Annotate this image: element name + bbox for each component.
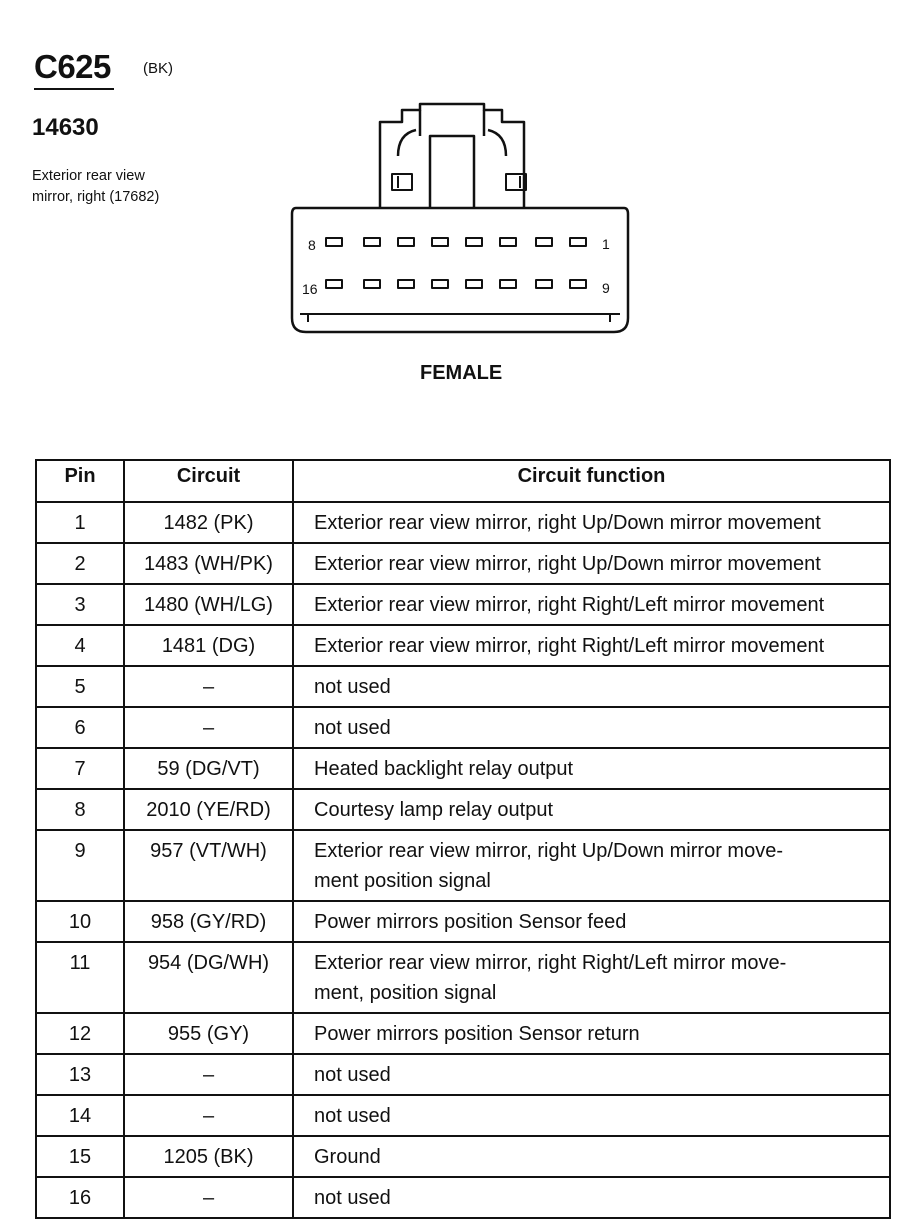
circuit-function-text: Exterior rear view mirror, right Up/Down mirror move- bbox=[314, 840, 783, 862]
pin-number: 3 bbox=[36, 584, 124, 625]
pin-number: 9 bbox=[36, 830, 124, 901]
connector-description bbox=[32, 166, 232, 208]
pin-number: 16 bbox=[36, 1177, 124, 1218]
circuit-number: 954 (DG/WH) bbox=[124, 942, 293, 1013]
circuit-function bbox=[293, 625, 890, 666]
circuit-function-text: not used bbox=[314, 1187, 391, 1209]
table-row bbox=[36, 707, 890, 748]
circuit-function-text: not used bbox=[314, 717, 391, 739]
circuit-function-text: not used bbox=[314, 1064, 391, 1086]
pin-number: 14 bbox=[36, 1095, 124, 1136]
circuit-function bbox=[293, 1177, 890, 1218]
circuit-number: 1482 (PK) bbox=[124, 502, 293, 543]
table-row bbox=[36, 502, 890, 543]
circuit-number: 1481 (DG) bbox=[124, 625, 293, 666]
pin-number: 7 bbox=[36, 748, 124, 789]
table-row bbox=[36, 1136, 890, 1177]
description-line-1: Exterior rear view bbox=[32, 168, 145, 184]
circuit-number: – bbox=[124, 666, 293, 707]
circuit-number: 958 (GY/RD) bbox=[124, 901, 293, 942]
pin-label-16: 16 bbox=[302, 281, 318, 297]
circuit-function bbox=[293, 748, 890, 789]
circuit-function bbox=[293, 942, 890, 1013]
circuit-function-text: Exterior rear view mirror, right Right/Left mirror movement bbox=[314, 594, 825, 616]
header-pin: Pin bbox=[36, 460, 124, 502]
circuit-number: 957 (VT/WH) bbox=[124, 830, 293, 901]
pin-label-1: 1 bbox=[602, 236, 610, 252]
circuit-function bbox=[293, 584, 890, 625]
circuit-function bbox=[293, 707, 890, 748]
pin-number: 1 bbox=[36, 502, 124, 543]
pin-number: 10 bbox=[36, 901, 124, 942]
circuit-function-text: not used bbox=[314, 1105, 391, 1127]
pin-number: 2 bbox=[36, 543, 124, 584]
circuit-number: – bbox=[124, 1177, 293, 1218]
pin-rows bbox=[36, 502, 890, 1218]
circuit-function-text: Power mirrors position Sensor return bbox=[314, 1023, 640, 1045]
pin-table bbox=[35, 459, 891, 1219]
circuit-function-text: Exterior rear view mirror, right Up/Down mirror movement bbox=[314, 512, 821, 534]
table-row bbox=[36, 1177, 890, 1218]
circuit-function bbox=[293, 502, 890, 543]
table-row bbox=[36, 1095, 890, 1136]
table-row bbox=[36, 748, 890, 789]
pin-number: 6 bbox=[36, 707, 124, 748]
table-row bbox=[36, 1054, 890, 1095]
table-row bbox=[36, 789, 890, 830]
table-row bbox=[36, 584, 890, 625]
pin-number: 11 bbox=[36, 942, 124, 1013]
table-row bbox=[36, 1013, 890, 1054]
table-row bbox=[36, 543, 890, 584]
connector-face-diagram bbox=[280, 96, 640, 346]
circuit-function-text: not used bbox=[314, 676, 391, 698]
header-circuit: Circuit bbox=[124, 460, 293, 502]
pin-label-8: 8 bbox=[308, 237, 316, 253]
header-function: Circuit function bbox=[293, 460, 890, 502]
circuit-function-text: Courtesy lamp relay output bbox=[314, 799, 554, 821]
circuit-number: 59 (DG/VT) bbox=[124, 748, 293, 789]
circuit-function-text: Power mirrors position Sensor feed bbox=[314, 911, 627, 933]
circuit-function bbox=[293, 666, 890, 707]
circuit-function-text: Exterior rear view mirror, right Right/Left mirror move- bbox=[314, 952, 787, 974]
pin-number: 12 bbox=[36, 1013, 124, 1054]
circuit-function bbox=[293, 543, 890, 584]
circuit-function-text: Ground bbox=[314, 1146, 381, 1168]
circuit-number: 2010 (YE/RD) bbox=[124, 789, 293, 830]
circuit-function bbox=[293, 1095, 890, 1136]
connector-id-underline bbox=[34, 88, 114, 90]
circuit-function bbox=[293, 789, 890, 830]
pin-label-9: 9 bbox=[602, 280, 610, 296]
circuit-function bbox=[293, 1136, 890, 1177]
circuit-function-continuation: ment position signal bbox=[314, 870, 491, 892]
circuit-number: 955 (GY) bbox=[124, 1013, 293, 1054]
circuit-number: 1205 (BK) bbox=[124, 1136, 293, 1177]
connector-id: C625 bbox=[34, 48, 111, 85]
circuit-function bbox=[293, 1013, 890, 1054]
view-label: FEMALE bbox=[420, 362, 503, 384]
pin-number: 15 bbox=[36, 1136, 124, 1177]
table-row bbox=[36, 901, 890, 942]
pin-number: 5 bbox=[36, 666, 124, 707]
table-row bbox=[36, 666, 890, 707]
table-row bbox=[36, 942, 890, 1013]
circuit-number: – bbox=[124, 707, 293, 748]
circuit-function bbox=[293, 830, 890, 901]
circuit-function-text: Exterior rear view mirror, right Up/Down mirror movement bbox=[314, 553, 821, 575]
circuit-function bbox=[293, 901, 890, 942]
circuit-number: 1480 (WH/LG) bbox=[124, 584, 293, 625]
circuit-function bbox=[293, 1054, 890, 1095]
pin-number: 8 bbox=[36, 789, 124, 830]
table-header-row bbox=[36, 460, 890, 502]
circuit-number: – bbox=[124, 1095, 293, 1136]
connector-color: (BK) bbox=[143, 60, 173, 77]
circuit-number: – bbox=[124, 1054, 293, 1095]
table-row bbox=[36, 625, 890, 666]
circuit-function-text: Exterior rear view mirror, right Right/Left mirror movement bbox=[314, 635, 825, 657]
circuit-function-continuation: ment, position signal bbox=[314, 982, 497, 1004]
pin-number: 4 bbox=[36, 625, 124, 666]
description-line-2: mirror, right (17682) bbox=[32, 189, 160, 205]
circuit-function-text: Heated backlight relay output bbox=[314, 758, 574, 780]
pin-number: 13 bbox=[36, 1054, 124, 1095]
part-number: 14630 bbox=[32, 114, 99, 141]
table-row bbox=[36, 830, 890, 901]
circuit-number: 1483 (WH/PK) bbox=[124, 543, 293, 584]
